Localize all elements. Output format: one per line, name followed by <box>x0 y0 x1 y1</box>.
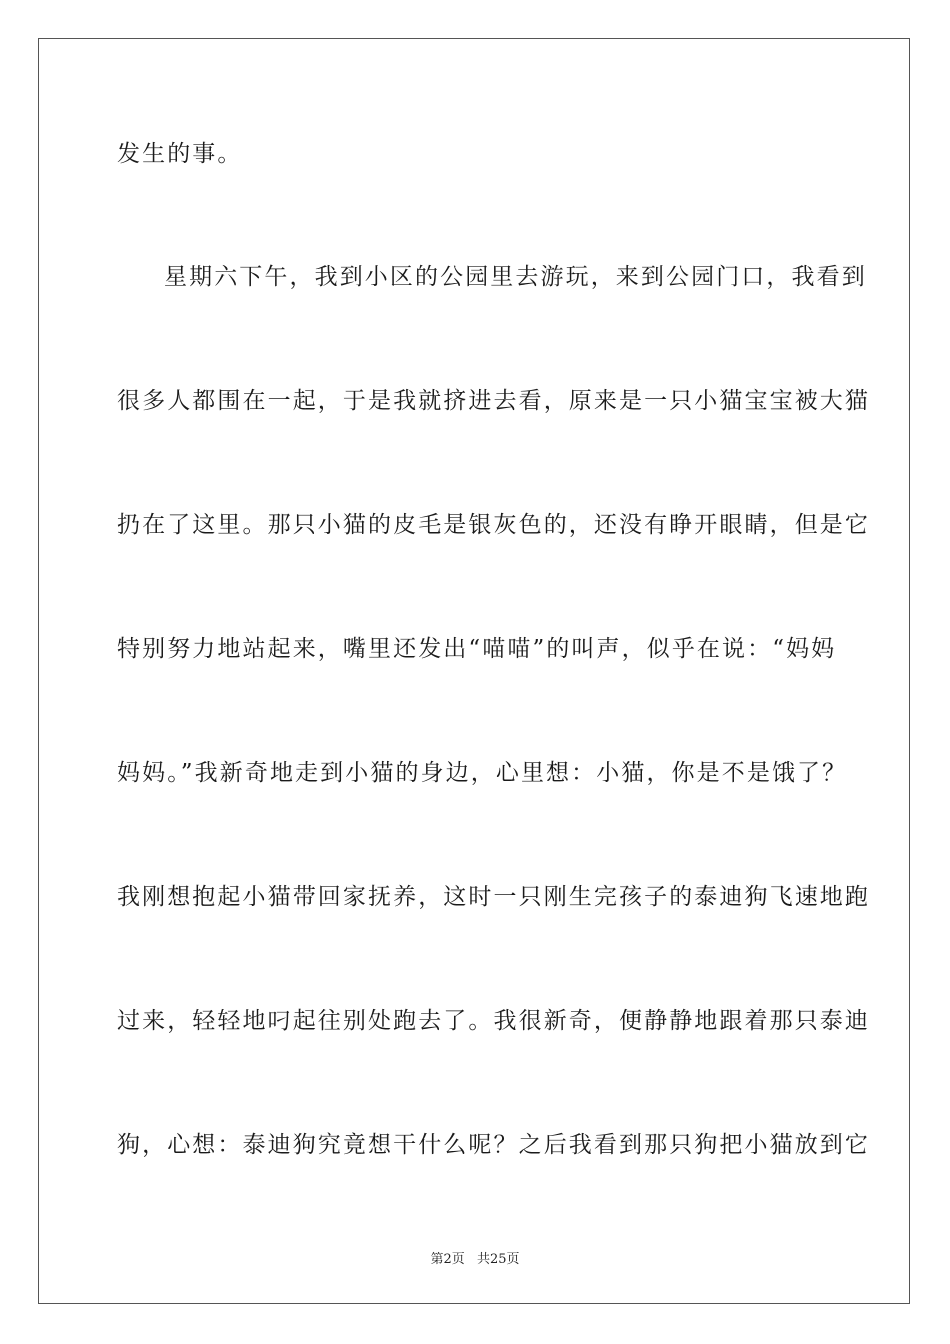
text-line: 妈妈。”我新奇地走到小猫的身边，心里想：小猫，你是不是饿了？ <box>117 760 848 786</box>
page-number: 第2页 <box>430 1252 465 1267</box>
page-border <box>38 38 910 1304</box>
text-line: 很多人都围在一起，于是我就挤进去看，原来是一只小猫宝宝被大猫 <box>117 388 870 414</box>
text-line: 狗，心想：泰迪狗究竟想干什么呢？之后我看到那只狗把小猫放到它 <box>117 1132 870 1158</box>
paragraph-start-line: 星期六下午，我到小区的公园里去游玩，来到公园门口，我看到 <box>164 264 867 290</box>
text-line: 扔在了这里。那只小猫的皮毛是银灰色的，还没有睁开眼睛，但是它 <box>117 512 870 538</box>
total-pages: 共25页 <box>476 1252 520 1267</box>
text-line: 特别努力地站起来，嘴里还发出“喵喵”的叫声，似乎在说：“妈妈 <box>117 636 837 662</box>
text-line: 发生的事。 <box>117 141 243 167</box>
page-footer <box>0 1248 950 1267</box>
text-line: 过来，轻轻地叼起往别处跑去了。我很新奇，便静静地跟着那只泰迪 <box>117 1008 870 1034</box>
text-line: 我刚想抱起小猫带回家抚养，这时一只刚生完孩子的泰迪狗飞速地跑 <box>117 884 870 910</box>
